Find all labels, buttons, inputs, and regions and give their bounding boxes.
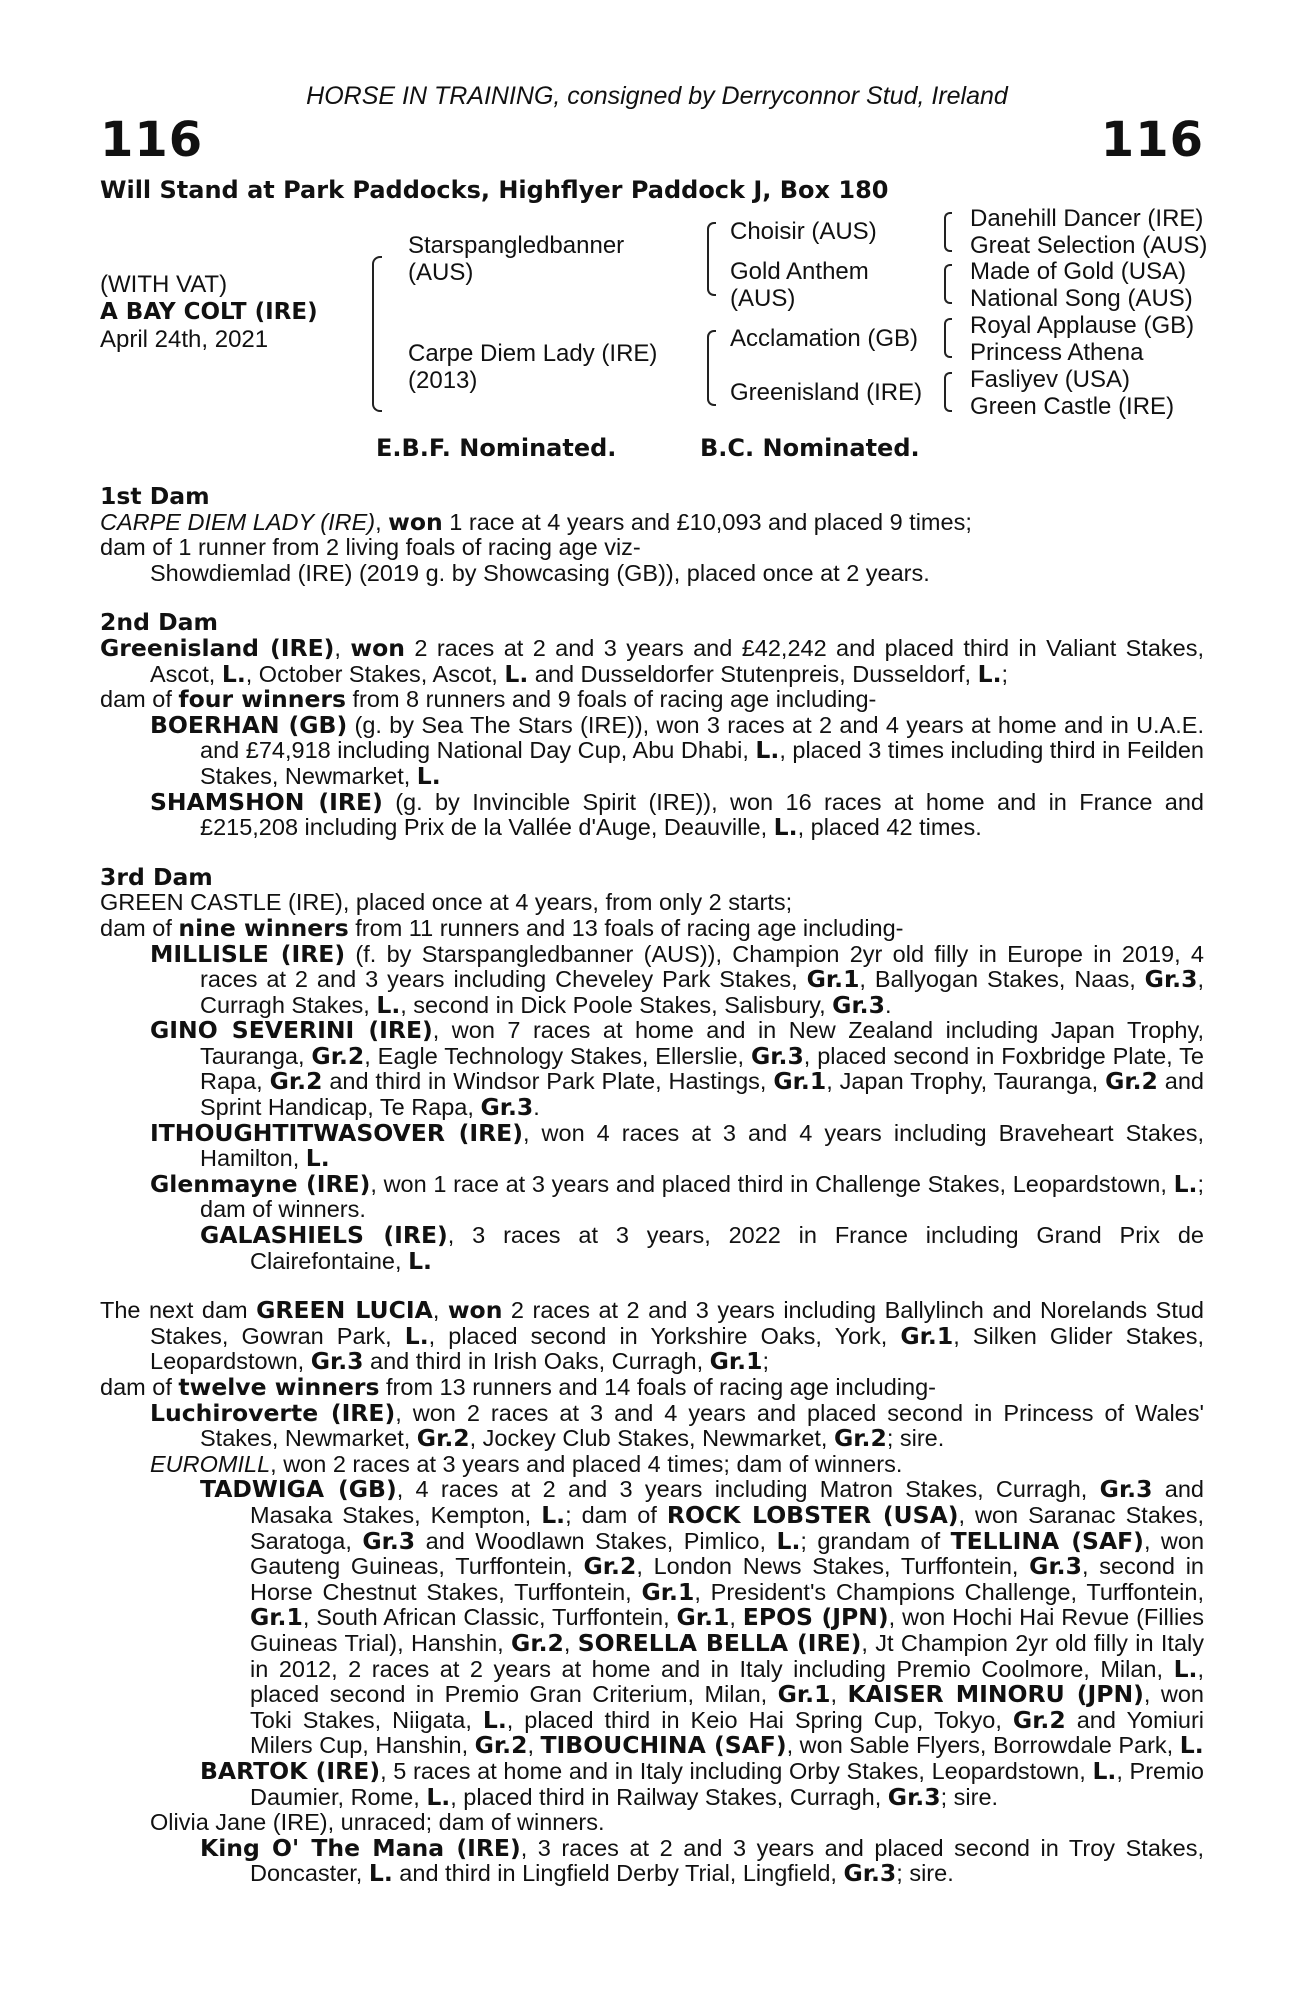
ebf-nomination: E.B.F. Nominated. [376,434,617,462]
stabling-location: Will Stand at Park Paddocks, Highflyer Paddock J, Box 180 [100,176,889,204]
first-dam-produce: dam of 1 runner from 2 living foals of racing age viz- [100,534,641,561]
offspring-gino-severini: GINO SEVERINI (IRE), won 7 races at home and in New Zealand including Japan Trophy, Tauranga, Gr.2, Eagle Technology Stakes, Ellerslie, Gr.3, placed second in Foxbridge Plate, Te Rapa, Gr.2 and third in Windsor Park Plate, Hastings, Gr.1, Japan Trophy, Tauranga, Gr.2 and Sprint Handicap, Te Rapa, Gr.3. [150,1016,1204,1122]
third-dam-produce: dam of nine winners from 11 runners and 13 foals of racing age including- [100,913,904,942]
brace-main [372,256,382,412]
offspring-euromill: EUROMILL, won 2 races at 3 years and placed 4 times; dam of winners. [150,1450,903,1477]
sire-dam-country: (AUS) [730,285,796,312]
brace-ds [944,318,952,358]
catalogue-body [100,484,1204,1887]
offspring-shamshon: SHAMSHON (IRE) (g. by Invincible Spirit (IRE)), won 16 races at home and in France and £215,208 including Prix de la Vallée d'Auge, Deauville, L., placed 42 times. [150,787,1204,842]
offspring-millisle: MILLISLE (IRE) (f. by Starspangledbanner (AUS)), Champion 2yr old filly in Europe in 2019, 4 races at 2 and 3 years including Cheveley Park Stakes, Gr.1, Ballyogan Stakes, Naas, Gr.3, Curragh Stakes, L., second in Dick Poole Stakes, Salisbury, Gr.3. [150,939,1205,1019]
offspring-boerhan: BOERHAN (GB) (g. by Sea The Stars (IRE)), won 3 races at 2 and 4 years at home and in U.A.E. and £74,918 including National Day Cup, Abu Dhabi, L., placed 3 times including third in Feilden Stakes, Newmarket, L. [150,710,1204,790]
dam-dam: Greenisland (IRE) [730,379,923,406]
offspring-galashiels: GALASHIELS (IRE), 3 races at 3 years, 2022 in France including Grand Prix de Clairefontaine, L. [200,1221,1204,1275]
lot-number-right: 116 [1100,112,1204,168]
ped-dsd: Princess Athena [970,339,1144,366]
offspring-king-o-the-mana: King O' The Mana (IRE), 3 races at 2 and 3 years and placed second in Troy Stakes, Doncaster, L. and third in Lingfield Derby Trial, Lingfield, Gr.3; sire. [200,1833,1204,1888]
first-dam-offspring: Showdiemlad (IRE) (2019 g. by Showcasing (GB)), placed once at 2 years. [150,559,930,586]
horse-description: A BAY COLT (IRE) [100,299,318,325]
first-dam-name: CARPE DIEM LADY (IRE) [100,508,376,535]
offspring-luchiroverte: Luchiroverte (IRE), won 2 races at 3 and 4 years and placed second in Princess of Wales' Stakes, Newmarket, Gr.2, Jockey Club Stakes, Newmarket, Gr.2; sire. [150,1398,1204,1453]
lot-number-left: 116 [100,112,204,168]
second-dam-record: Greenisland (IRE), won 2 races at 2 and 3 years and £42,242 and placed third in Valiant Stakes, Ascot, L., October Stakes, Ascot, L. and Dusseldorfer Stutenpreis, Dusseldorf, L.; [100,633,1205,688]
offspring-bartok: BARTOK (IRE), 5 races at home and in Italy including Orby Stakes, Leopardstown, L., Premio Daumier, Rome, L., placed third in Railway Stakes, Curragh, Gr.3; sire. [200,1756,1204,1811]
ped-sss: Danehill Dancer (IRE) [970,205,1204,232]
offspring-ithoughtitwasover: ITHOUGHTITWASOVER (IRE), won 4 races at 3 and 4 years including Braveheart Stakes, Hamilton, L. [150,1118,1204,1173]
sire: Starspangledbanner [408,232,625,259]
dam-sire: Acclamation (GB) [730,325,919,352]
first-dam-heading: 1st Dam [100,482,210,510]
ped-sdd: National Song (AUS) [970,285,1193,312]
brace-dam [707,330,716,406]
second-dam-name: Greenisland (IRE) [100,633,335,662]
offspring-olivia-jane: Olivia Jane (IRE), unraced; dam of winners. [150,1809,605,1836]
ped-sds: Made of Gold (USA) [970,258,1187,285]
ped-ssd: Great Selection (AUS) [970,232,1208,259]
next-dam-name: GREEN LUCIA [256,1296,433,1325]
brace-sire [707,222,716,296]
bc-nomination: B.C. Nominated. [700,434,920,462]
foaling-date: April 24th, 2021 [100,326,269,353]
ped-ddd: Green Castle (IRE) [970,393,1175,420]
offspring-tadwiga: TADWIGA (GB), 4 races at 2 and 3 years including Matron Stakes, Curragh, Gr.3 and Masaka Stakes, Kempton, L.; dam of ROCK LOBSTER (USA), won Saranac Stakes, Saratoga, Gr.3 and Woodlawn Stakes, Pimlico, L.; grandam of TELLINA (SAF), won Gauteng Guineas, Turffontein, Gr.2, London News Stakes, Turffontein, Gr.3, second in Horse Chestnut Stakes, Turffontein, Gr.1, President's Champions Challenge, Turffontein, Gr.1, South African Classic, Turffontein, Gr.1, EPOS (JPN), won Hochi Hai Revue (Fillies Guineas Trial), Hanshin, Gr.2, SORELLA BELLA (IRE), Jt Champion 2yr old filly in Italy in 2012, 2 races at 2 years at home and in Italy including Premio Coolmore, Milan, L., placed second in Premio Gran Criterium, Milan, Gr.1, KAISER MINORU (JPN), won Toki Stakes, Niigata, L., placed third in Keio Hai Spring Cup, Tokyo, Gr.2 and Yomiuri Milers Cup, Hanshin, Gr.2, TIBOUCHINA (SAF), won Sable Flyers, Borrowdale Park, L. [200,1475,1205,1760]
third-dam-heading: 3rd Dam [100,862,213,891]
consignment-line: HORSE IN TRAINING, consigned by Derryconnor Stud, Ireland [306,82,1008,110]
third-dam-record: GREEN CASTLE (IRE), placed once at 4 years, from only 2 starts; [100,889,793,916]
first-dam-record: CARPE DIEM LADY (IRE), won 1 race at 4 years and £10,093 and placed 9 times; [100,507,972,536]
ped-dds: Fasliyev (USA) [970,366,1131,393]
next-dam-record: The next dam GREEN LUCIA, won 2 races at 2 and 3 years including Ballylinch and Norelands Stud Stakes, Gowran Park, L., placed second in Yorkshire Oaks, York, Gr.1, Silken Glider Stakes, Leopardstown, Gr.3 and third in Irish Oaks, Curragh, Gr.1; [100,1296,1205,1376]
second-dam-produce: dam of four winners from 8 runners and 9 foals of racing age including- [100,685,877,714]
next-dam-produce: dam of twelve winners from 13 runners and 14 foals of racing age including- [100,1373,936,1401]
sire-sire: Choisir (AUS) [730,218,877,245]
sire-dam: Gold Anthem [730,258,869,285]
dam: Carpe Diem Lady (IRE) [408,340,658,367]
won-label: won [388,507,443,536]
vat-note: (WITH VAT) [100,271,228,298]
offspring-glenmayne: Glenmayne (IRE), won 1 race at 3 years and placed third in Challenge Stakes, Leopardstown, L.; dam of winners. [150,1169,1204,1223]
second-dam-heading: 2nd Dam [100,608,218,637]
brace-dd [944,372,952,412]
dam-year: (2013) [408,367,478,394]
brace-sd [944,264,952,304]
sire-country: (AUS) [408,259,474,286]
brace-ss [944,212,952,252]
ped-dss: Royal Applause (GB) [970,312,1195,339]
